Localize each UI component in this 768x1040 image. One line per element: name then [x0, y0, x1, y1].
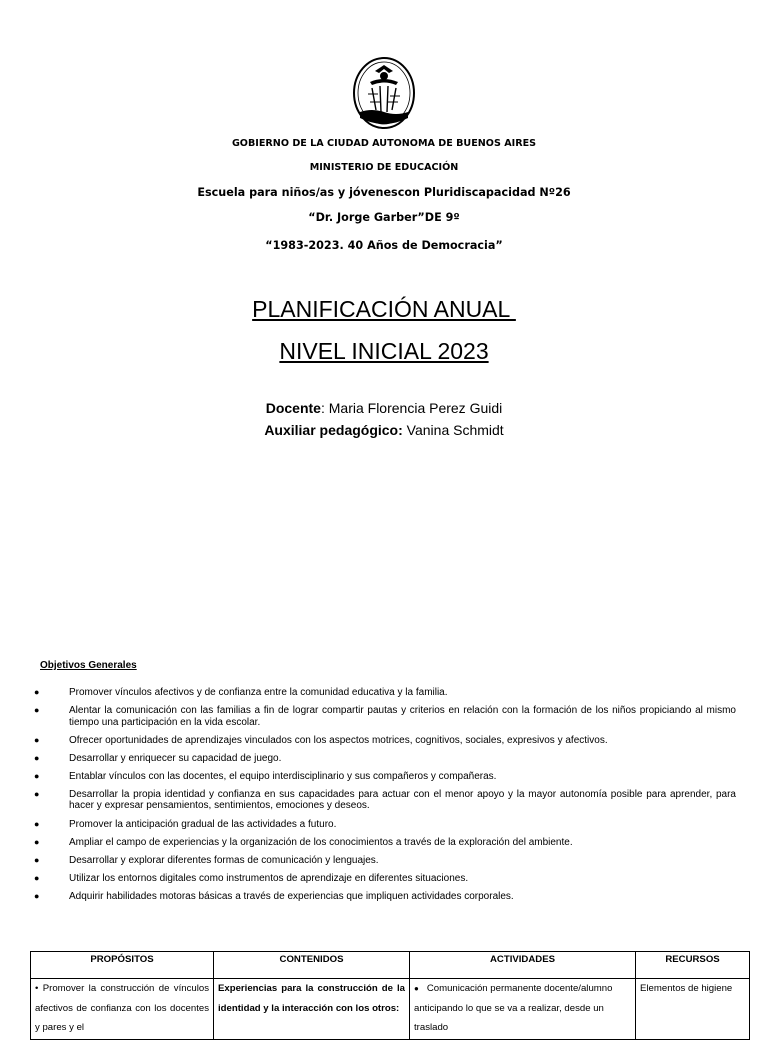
objective-item [34, 753, 736, 765]
docente-label: Docente [265, 400, 321, 416]
bullet-icon: ● [34, 770, 40, 781]
cell-contenidos: Experiencias para la construcción de la identidad y la interacción con los otros: [214, 979, 410, 1040]
objective-text: Promover vínculos afectivos y de confianza entre la comunidad educativa y la familia. [69, 687, 448, 698]
bullet-icon: ● [34, 872, 40, 883]
auxiliar-name: Vanina Schmidt [402, 422, 504, 438]
bullet-icon: ● [34, 734, 40, 745]
bullet-icon: ● [34, 705, 40, 716]
objective-item [34, 855, 736, 867]
cell-actividades [410, 979, 636, 1040]
cell-recursos: Elementos de higiene [636, 979, 750, 1040]
cell-propositos: • Promover la construcción de vínculos afectivos de confianza con los docentes y pares y el [31, 979, 214, 1040]
docente-name: : Maria Florencia Perez Guidi [320, 400, 503, 416]
header-contenidos: CONTENIDOS [214, 952, 410, 979]
objectives-heading: Objetivos Generales [40, 660, 137, 671]
objectives-list [34, 687, 736, 909]
objective-text: Alentar la comunicación con las familias a fin de lograr compartir pautas y criterios en relación con la formación de los niños propiciando al mismo tiempo una participación en la vida escolar. [69, 705, 736, 728]
document-title: PLANIFICACIÓN ANUAL [252, 296, 516, 322]
objective-text: Promover la anticipación gradual de las actividades a futuro. [69, 818, 337, 830]
table-row [31, 979, 750, 1040]
buenos-aires-seal-logo [352, 54, 416, 130]
objective-text: Desarrollar la propia identidad y confianza en sus capacidades para actuar con el menor apoyo y la mayor autonomía posible para aprender, para hacer y expresar pensamientos, sentimientos, emociones y deseos. [69, 788, 736, 812]
objective-text: Desarrollar y explorar diferentes formas de comunicación y lenguajes. [69, 854, 379, 866]
anniversary-motto: “1983-2023. 40 Años de Democracia” [265, 239, 503, 252]
objective-text: Entablar vínculos con las docentes, el equipo interdisciplinario y sus compañeros y compañeras. [69, 770, 497, 782]
bullet-icon: ● [34, 752, 40, 763]
bullet-icon: ● [414, 984, 419, 993]
objective-item [34, 837, 736, 849]
objective-text: Utilizar los entornos digitales como instrumentos de aprendizaje en diferentes situaciones. [69, 872, 469, 884]
school-name: Escuela para niños/as y jóvenescon Pluridiscapacidad Nº26 [197, 186, 571, 199]
bullet-icon: ● [34, 818, 40, 829]
table-header-row [31, 952, 750, 979]
objective-item [34, 819, 736, 831]
objective-item [34, 687, 736, 699]
objective-item [34, 735, 736, 747]
bullet-icon: ● [34, 890, 40, 901]
bullet-icon: ● [34, 836, 40, 847]
planning-table [30, 951, 750, 1040]
ministry-heading: MINISTERIO DE EDUCACIÓN [309, 162, 459, 173]
document-subtitle: NIVEL INICIAL 2023 [279, 338, 489, 364]
docente-line [0, 400, 768, 416]
objective-text: Desarrollar y enriquecer su capacidad de juego. [69, 752, 282, 764]
bullet-icon: ● [34, 687, 40, 697]
auxiliar-label: Auxiliar pedagógico: [264, 422, 403, 438]
bullet-icon: ● [34, 854, 40, 865]
objective-item [34, 771, 736, 783]
actividades-text: Comunicación permanente docente/alumno anticipando lo que se va a realizar, desde un traslado [414, 983, 613, 1033]
government-heading: GOBIERNO DE LA CIUDAD AUTONOMA DE BUENOS AIRES [231, 138, 537, 149]
objective-text: Ofrecer oportunidades de aprendizajes vinculados con los aspectos motrices, cognitivos, sociales, expresivos y afectivos. [69, 734, 608, 746]
header-propositos: PROPÓSITOS [31, 952, 214, 979]
objective-text: Adquirir habilidades motoras básicas a través de experiencias que impliquen actividades corporales. [69, 890, 514, 902]
objective-item [34, 705, 736, 728]
objective-item [34, 873, 736, 885]
header-actividades: ACTIVIDADES [410, 952, 636, 979]
header-recursos: RECURSOS [636, 952, 750, 979]
objective-item [34, 789, 736, 812]
objective-text: Ampliar el campo de experiencias y la organización de los conocimientos a través de la exploración del ambiente. [69, 836, 573, 848]
auxiliar-line [0, 422, 768, 438]
bullet-icon: ● [34, 788, 40, 799]
school-patron: “Dr. Jorge Garber”DE 9º [308, 211, 460, 224]
objective-item [34, 891, 736, 903]
